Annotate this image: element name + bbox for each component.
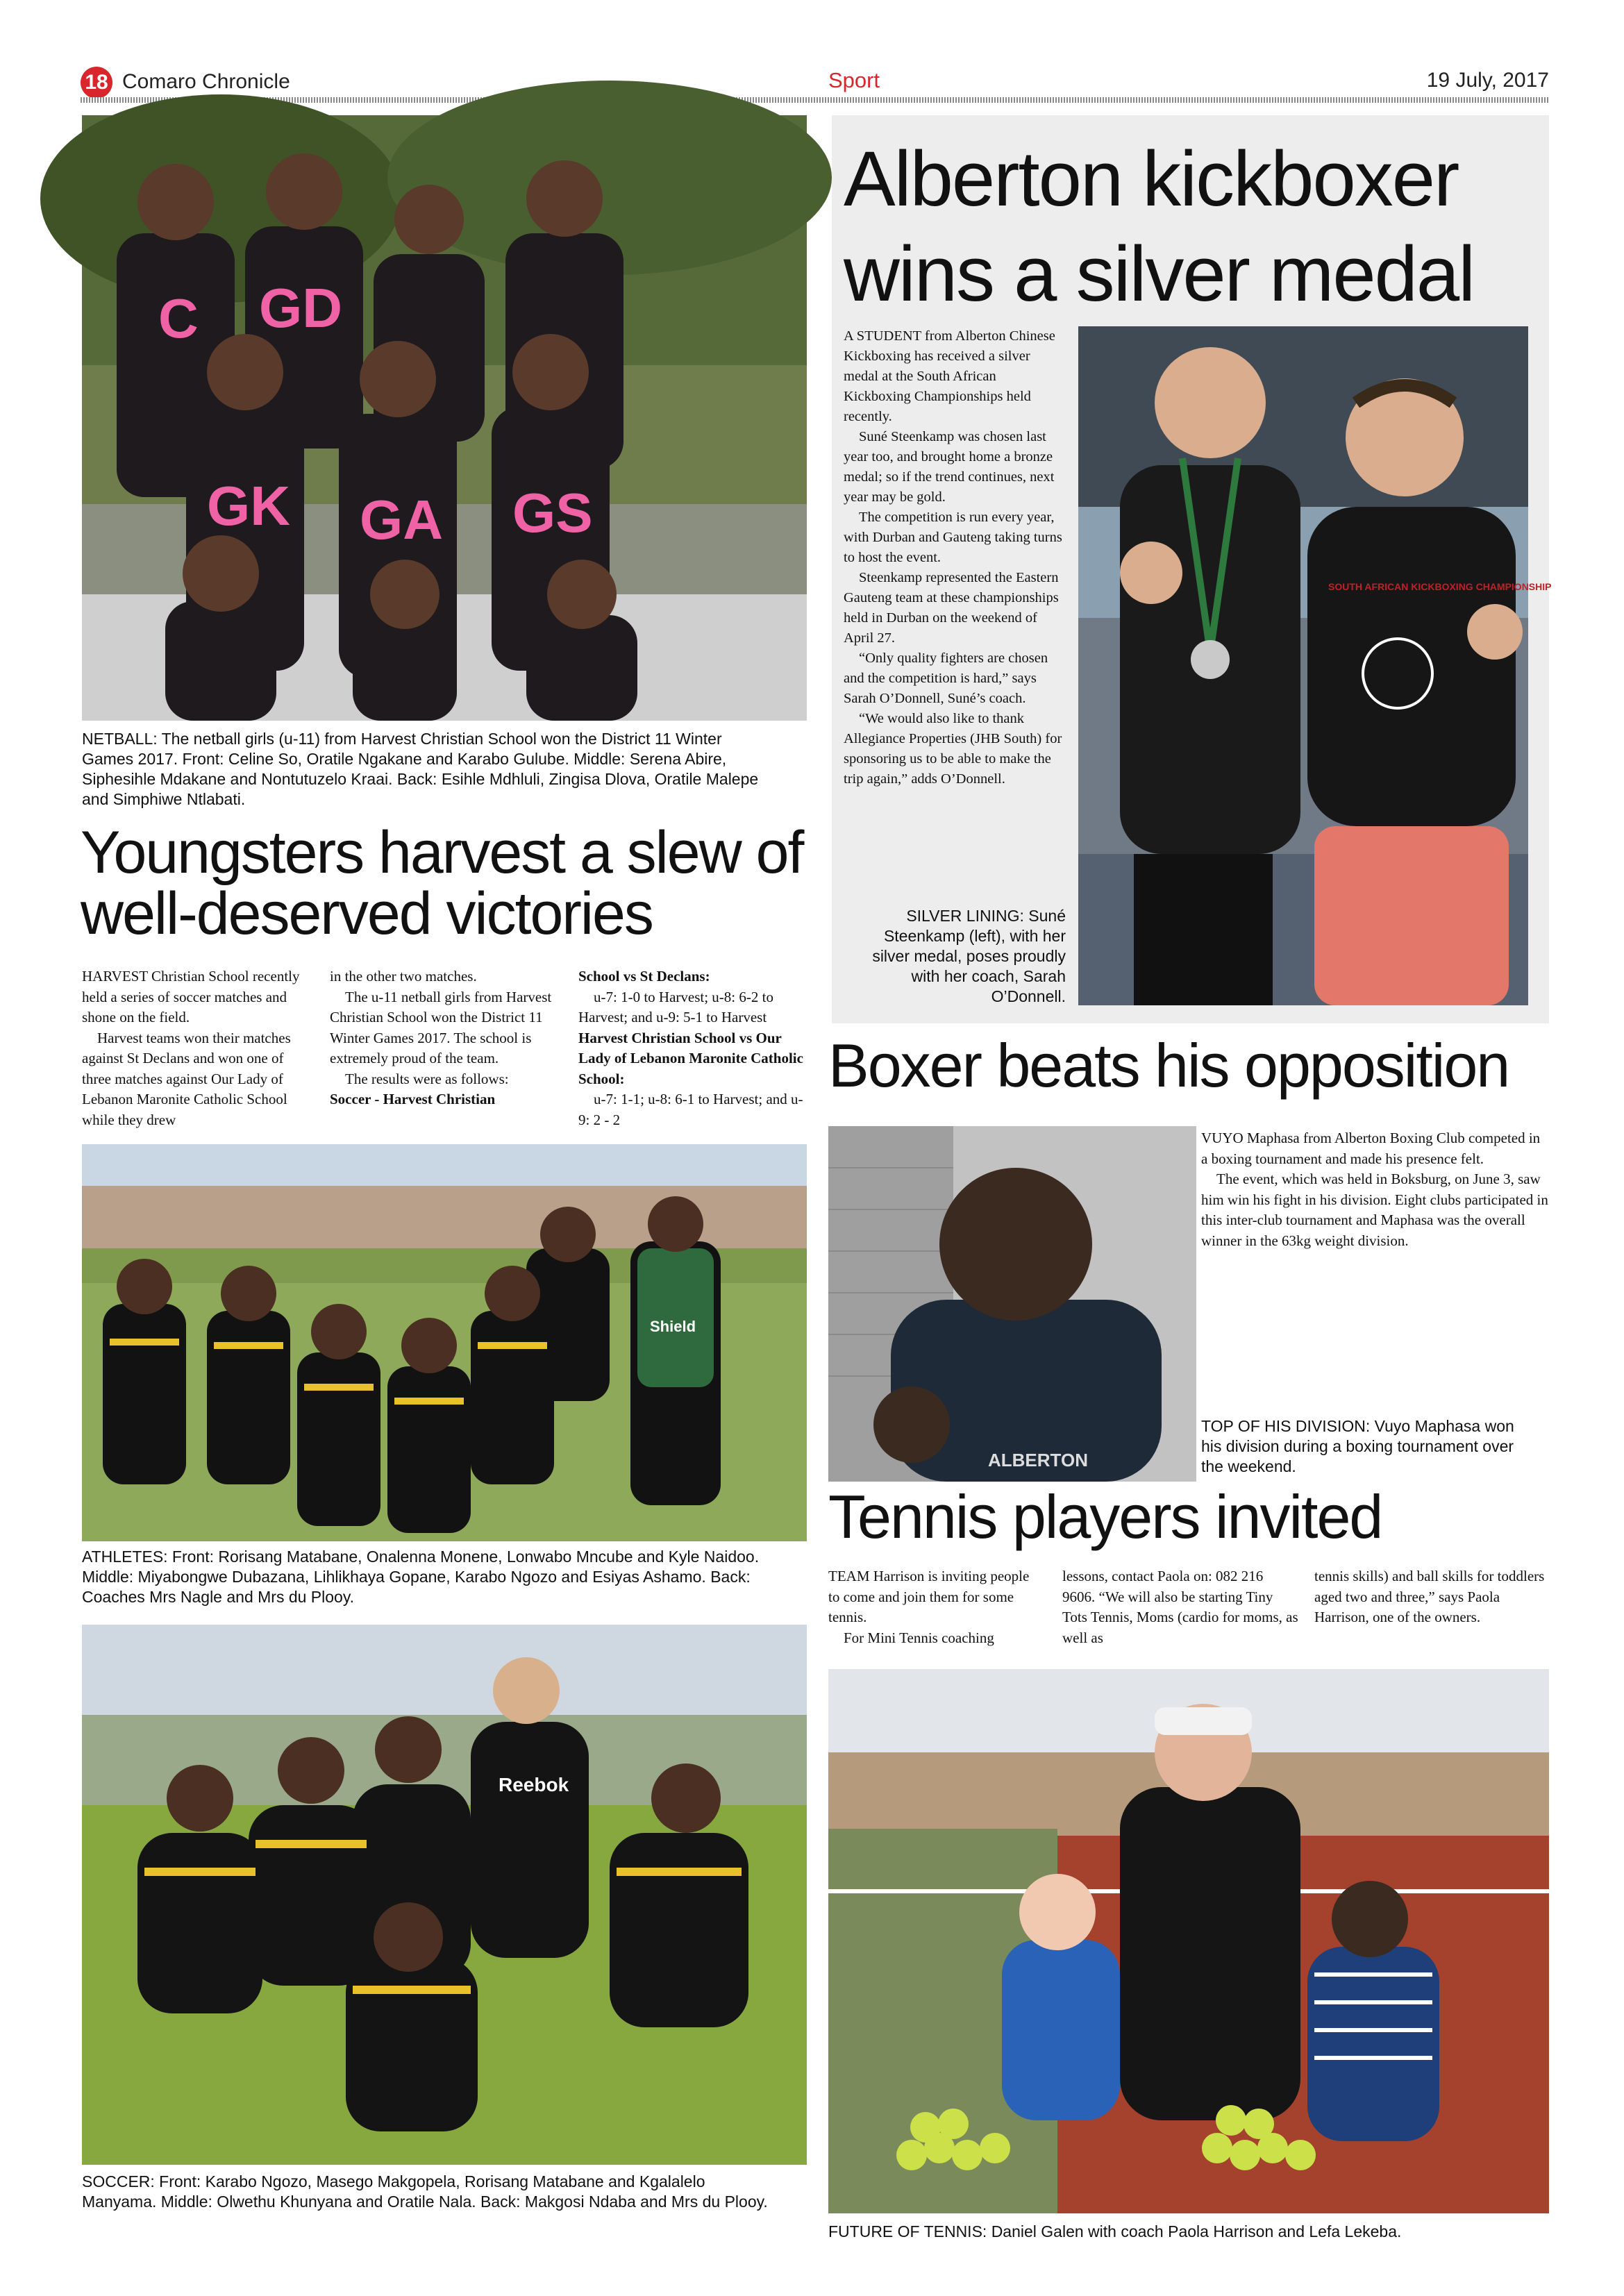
boxer-para-1: VUYO Maphasa from Alberton Boxing Club competed in a boxing tournament and made his presence felt. [1201, 1130, 1541, 1167]
page-number-badge: 18 [81, 67, 112, 99]
tennis-photo [828, 1669, 1549, 2213]
kickboxer-para-2: Suné Steenkamp was chosen last year too, and brought home a bronze medal; so if the trend continues, next year may be gold. [844, 429, 1055, 505]
jersey-label-gk: GK [207, 475, 290, 537]
issue-date: 19 July, 2017 [1426, 69, 1549, 92]
harvest-col3-results-2: u-7: 1-1; u-8: 6-1 to Harvest; and u-9: 2 - 2 [578, 1091, 803, 1128]
athletes-shirt-text: Shield [650, 1318, 696, 1335]
harvest-column-3 [578, 966, 807, 1130]
harvest-col1-para-2: Harvest teams won their matches against St Declans and won one of three matches against Our Lady of Lebanon Maronite Catholic School while they drew [82, 1029, 291, 1128]
boxer-headline: Boxer beats his opposition [828, 1031, 1509, 1100]
header-rule [81, 97, 1549, 103]
kickboxer-para-5: “Only quality fighters are chosen and the competition is hard,” says Sarah O’Donnell, Suné’s coach. [844, 651, 1048, 706]
harvest-column-1 [82, 966, 311, 1130]
tennis-column-1 [828, 1566, 1044, 1648]
jersey-label-gd: GD [259, 277, 342, 339]
harvest-col2-subhead: Soccer - Harvest Christian [330, 1091, 496, 1107]
kickboxer-story-body [844, 326, 1066, 789]
tennis-headline: Tennis players invited [828, 1482, 1382, 1551]
soccer-caption: SOCCER: Front: Karabo Ngozo, Masego Makgopela, Rorisang Matabane and Kgalalelo Manyama. Middle: Olwethu Khunyana and Oratile Nala. Back: Makgosi Ndaba and Mrs du Plooy. [82, 2172, 768, 2211]
kickboxer-para-3: The competition is run every year, with Durban and Gauteng taking turns to host the event. [844, 510, 1062, 565]
section-label: Sport [828, 68, 880, 92]
jersey-label-ga: GA [360, 489, 443, 551]
boxer-photo [828, 1126, 1196, 1482]
jersey-label-c: C [158, 287, 199, 349]
tennis-col3-para-1: tennis skills) and ball skills for toddlers aged two and three,” says Paola Harrison, one of the owners. [1314, 1568, 1545, 1625]
athletes-team-photo [82, 1144, 807, 1541]
tennis-caption: FUTURE OF TENNIS: Daniel Galen with coach Paola Harrison and Lefa Lekeba. [828, 2222, 1402, 2240]
netball-team-photo [82, 115, 807, 721]
tennis-col2-para-1: lessons, contact Paola on: 082 216 9606. “We will also be starting Tiny Tots Tennis, Moms (cardio for moms, as well as [1062, 1568, 1298, 1646]
kickboxer-para-1: A STUDENT from Alberton Chinese Kickboxing has received a silver medal at the South African Kickboxing Championships held recently. [844, 328, 1055, 424]
kickboxer-caption: SILVER LINING: Suné Steenkamp (left), with her silver medal, poses proudly with her coach, Sarah O’Donnell. [872, 907, 1066, 1005]
harvest-col3-subhead-2: Harvest Christian School vs Our Lady of Lebanon Maronite Catholic School: [578, 1029, 803, 1087]
harvest-headline: Youngsters harvest a slew of well-deserved victories [81, 819, 803, 947]
tennis-col1-para-1: TEAM Harrison is inviting people to come and join them for some tennis. [828, 1568, 1030, 1625]
boxer-shirt-text: ALBERTON [988, 1450, 1088, 1470]
jersey-label-gs: GS [512, 482, 593, 544]
harvest-col2-para-1: in the other two matches. [330, 968, 477, 984]
harvest-column-2 [330, 966, 559, 1110]
harvest-col2-para-3: The results were as follows: [345, 1070, 509, 1087]
soccer-team-photo [82, 1625, 807, 2165]
netball-caption: NETBALL: The netball girls (u-11) from Harvest Christian School won the District 11 Winter Games 2017. Front: Celine So, Oratile Ngakane and Karabo Gulube. Middle: Serena Abire, Siphesihle Mdakane and Nontutuzelo Kraai. Back: Esihle Mdhluli, Zingisa Dlova, Oratile Malepe and Simphiwe Ntlabati. [82, 730, 759, 808]
tennis-column-3 [1314, 1566, 1550, 1628]
kickboxer-photo [1078, 326, 1552, 1005]
publication-name: Comaro Chronicle [122, 70, 290, 93]
harvest-col3-results-1: u-7: 1-0 to Harvest; u-8: 6-2 to Harvest; and u-9: 5-1 to Harvest [578, 988, 773, 1025]
harvest-col3-subhead-1: School vs St Declans: [578, 968, 710, 984]
harvest-col1-para-1: HARVEST Christian School recently held a series of soccer matches and shone on the field. [82, 968, 300, 1025]
kickboxer-para-6: “We would also like to thank Allegiance Properties (JHB South) for sponsoring us to be able to make the trip again,” adds O’Donnell. [844, 711, 1062, 787]
tennis-column-2 [1062, 1566, 1298, 1648]
boxer-story-body [1201, 1128, 1548, 1251]
athletes-caption: ATHLETES: Front: Rorisang Matabane, Onalenna Monene, Lonwabo Mncube and Kyle Naidoo. Middle: Miyabongwe Dubazana, Lihlikhaya Gopane, Karabo Ngozo and Esiyas Ashamo. Back: Coaches Mrs Nagle and Mrs du Plooy. [82, 1548, 760, 1606]
boxer-caption: TOP OF HIS DIVISION: Vuyo Maphasa won his division during a boxing tournament over the weekend. [1201, 1417, 1514, 1475]
kickboxer-headline: Alberton kickboxer wins a silver medal [844, 135, 1475, 317]
tennis-col1-para-2: For Mini Tennis coaching [844, 1629, 994, 1646]
soccer-shirt-text: Reebok [499, 1774, 569, 1795]
kickboxer-shirt-text: SOUTH AFRICAN KICKBOXING CHAMPIONSHIP [1328, 581, 1552, 592]
boxer-para-2: The event, which was held in Boksburg, on June 3, saw him win his fight in his division. Eight clubs participated in this inter-club tournament and Maphasa was the overall winner in the 63kg weight division. [1201, 1171, 1548, 1249]
kickboxer-para-4: Steenkamp represented the Eastern Gauteng team at these championships held in Durban on the weekend of April 27. [844, 570, 1059, 646]
harvest-col2-para-2: The u-11 netball girls from Harvest Christian School won the District 11 Winter Games 2017. The school is extremely proud of the team. [330, 988, 552, 1066]
